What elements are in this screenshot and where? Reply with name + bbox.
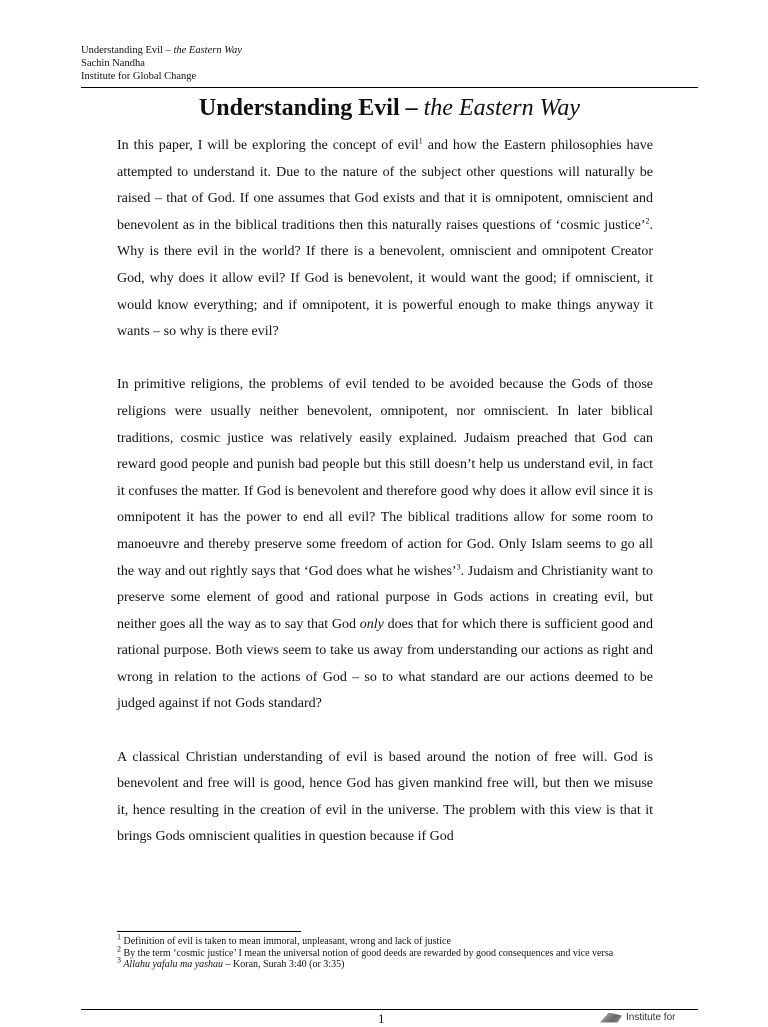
footnote-3: $^3$ Allahu yafalu ma yashau – Koran, Surah 3:40 (or 3:35)	[117, 955, 345, 970]
body-text	[117, 133, 653, 878]
paragraph-2: In primitive religions, the problems of evil tended to be avoided because the Gods of those religions were usually neither benevolent, omnipotent, nor omniscient. In later biblical traditions, cosmic justice was relatively easily explained. Judaism preached that God can reward good people and punish bad people but this still doesn’t help us understand evil, in fact it confuses the matter. If God is benevolent and therefore good why does it allow evil since it is omnipotent it has the power to end all evil? The biblical traditions allow for some room to manoeuvre and thereby preserve some freedom of action for God. Only Islam seems to go all the way and out rightly says that ‘God does what he wishes’$^3$. Judaism and Christianity want to preserve some element of good and rational purpose in Gods actions in creating evil, but neither goes all the way as to say that God only does that for which there is sufficient good and rational purpose. Both views seem to take us away from understanding our actions as right and wrong in relation to the actions of God – so to what standard are our actions deemed to be judged against if not Gods standard?	[117, 377, 653, 712]
footer-rule	[81, 1009, 698, 1010]
header-author: Sachin Nandha	[81, 58, 145, 69]
footnote-ref-2[interactable]: 2	[645, 216, 650, 226]
footnote-1: $^1$ Definition of evil is taken to mean immoral, unpleasant, wrong and lack of justice	[117, 932, 451, 947]
footnote-2: $^2$ By the term ‘cosmic justice’ I mean the universal notion of good deeds are rewarded by good consequences and vice versa	[117, 944, 614, 959]
paragraph-3: A classical Christian understanding of evil is based around the notion of free will. God is benevolent and free will is good, hence God has given mankind free will, but then we misuse it, hence resulting in the creation of evil in the universe. The problem with this view is that it brings Gods omniscient qualities in question because if God	[117, 749, 653, 845]
footnote-ref-3[interactable]: 3	[456, 561, 461, 571]
header-title: Understanding Evil – the Eastern Way	[81, 45, 242, 56]
title-italic: the Eastern Way	[423, 95, 581, 121]
paragraph-1: In this paper, I will be exploring the concept of evil$^1$ and how the Eastern philosophies have attempted to understand it. Due to the nature of the subject other questions will naturally be raised – that of God. If one assumes that God exists and that it is omnipotent, omniscient and benevolent as in the biblical traditions then this naturally raises questions of ‘cosmic justice’$^2$. Why is there evil in the world? If there is a benevolent, omniscient and omnipotent Creator God, why does it allow evil? If God is benevolent, it would want the good; if omniscient, it would know everything; and if omnipotent, it is powerful enough to make things anyway it wants – so why is there evil?	[117, 136, 653, 340]
institute-logo	[600, 1011, 690, 1024]
emphasis-only: only	[359, 616, 384, 632]
header-institute: Institute for Global Change	[81, 71, 197, 82]
header-rule	[81, 87, 698, 88]
footnote-rule	[117, 931, 301, 932]
footnote-ref-1[interactable]: 1	[418, 136, 423, 146]
page-number: 1	[378, 1011, 385, 1026]
logo-text: Institute for	[626, 1012, 676, 1023]
title-main: Understanding Evil –	[198, 95, 424, 121]
running-header	[81, 44, 691, 83]
header-title-italic: the Eastern Way	[173, 45, 242, 56]
logo-mark-icon	[600, 1013, 622, 1023]
footnotes	[117, 932, 653, 971]
page-title	[81, 93, 698, 123]
